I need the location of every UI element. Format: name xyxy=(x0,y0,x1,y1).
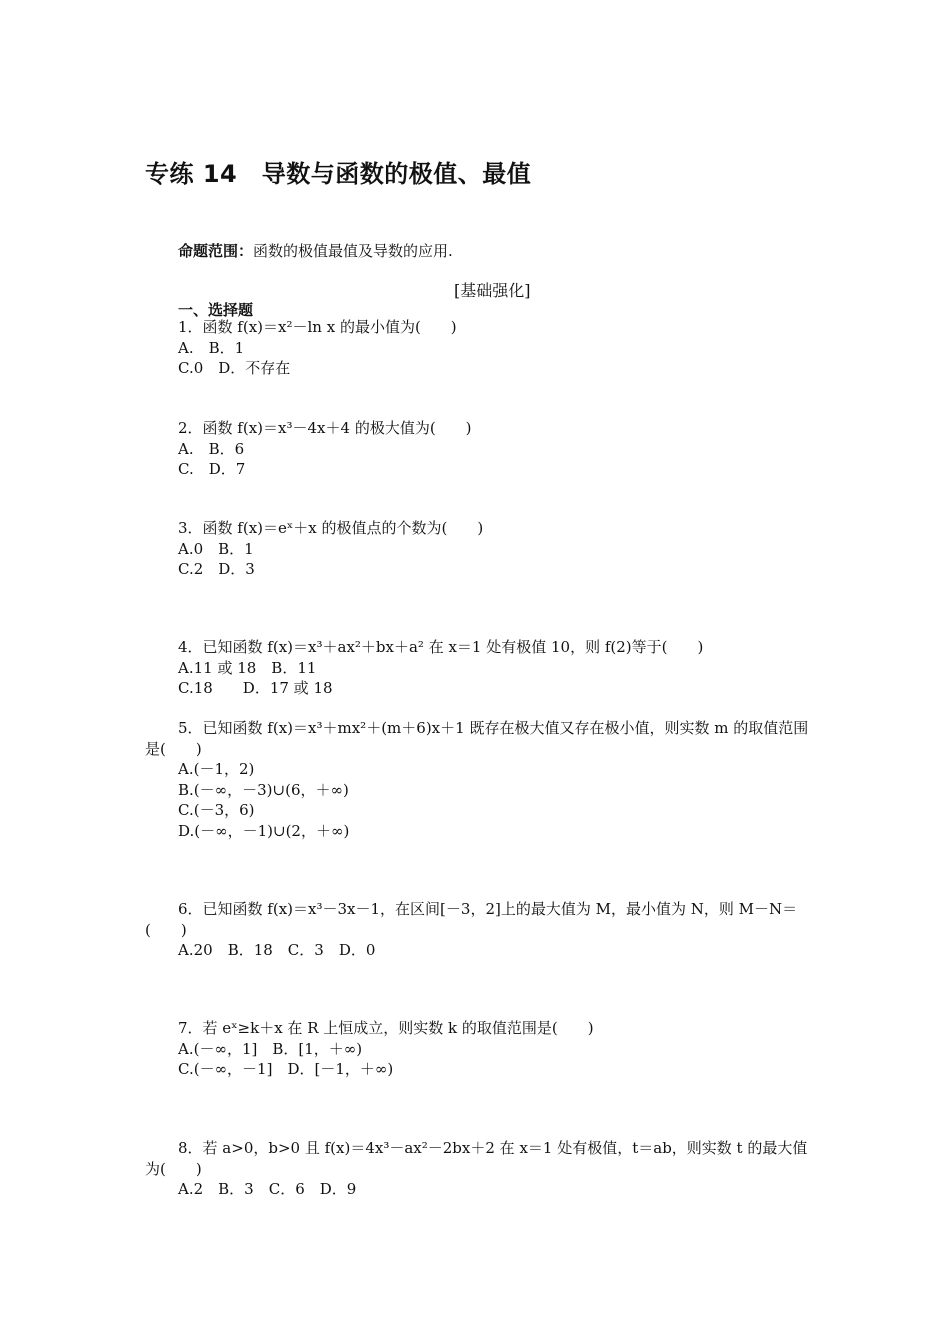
section-tag: [基础强化] xyxy=(454,281,531,300)
question-options: C. D．7 xyxy=(178,460,246,478)
question-options: D.(－∞，－1)∪(2，＋∞) xyxy=(178,821,350,840)
question-options: C.0 D．不存在 xyxy=(178,359,291,377)
question-options: A.11 或 18 B．11 xyxy=(178,658,317,677)
question-options: A.(－∞，1] B．[1，＋∞) xyxy=(178,1039,363,1058)
scope-line xyxy=(178,240,453,261)
scope-label: 命题范围： xyxy=(178,242,254,260)
section-heading: 一、选择题 xyxy=(178,301,254,319)
question-stem: 1．函数 f(x)＝x²－ln x 的最小值为( ) xyxy=(178,318,457,336)
question-options: C.18 D．17 或 18 xyxy=(178,679,333,697)
question-stem: 4．已知函数 f(x)＝x³＋ax²＋bx＋a² 在 x＝1 处有极值 10，则 f(2)等于( ) xyxy=(178,638,704,656)
question-stem: 3．函数 f(x)＝eˣ＋x 的极值点的个数为( ) xyxy=(178,519,484,537)
question-options: B.(－∞，－3)∪(6，＋∞) xyxy=(178,780,349,799)
page-title: 专练 14 导数与函数的极值、最值 xyxy=(145,160,532,188)
question-options: A. B．6 xyxy=(178,439,245,458)
question-5 xyxy=(145,718,810,841)
question-2 xyxy=(145,418,810,480)
scope-text: 函数的极值最值及导数的应用. xyxy=(253,242,453,260)
question-4 xyxy=(145,637,810,699)
question-stem: 8．若 a>0，b>0 且 f(x)＝4x³－ax²－2bx＋2 在 x＝1 处有极值，t＝ab，则实数 t 的最大值为( ) xyxy=(145,1139,808,1178)
question-options: C.(－3，6) xyxy=(178,801,255,819)
question-options: C.2 D．3 xyxy=(178,560,255,578)
question-7 xyxy=(145,1018,810,1080)
question-stem: 6．已知函数 f(x)＝x³－3x－1，在区间[－3，2]上的最大值为 M，最小值为 N，则 M－N＝( ) xyxy=(145,900,798,939)
question-6 xyxy=(145,899,810,961)
question-options: A.20 B．18 C．3 D．0 xyxy=(178,941,376,959)
question-stem: 2．函数 f(x)＝x³－4x＋4 的极大值为( ) xyxy=(178,419,472,437)
question-options: A.2 B．3 C．6 D．9 xyxy=(178,1180,357,1198)
question-options: A.(－1，2) xyxy=(178,760,255,778)
question-stem: 5．已知函数 f(x)＝x³＋mx²＋(m＋6)x＋1 既存在极大值又存在极小值，则实数 m 的取值范围是( ) xyxy=(145,719,809,758)
question-options: C.(－∞，－1] D．[－1，＋∞) xyxy=(178,1060,394,1078)
question-stem: 7．若 eˣ≥k＋x 在 R 上恒成立，则实数 k 的取值范围是( ) xyxy=(178,1019,594,1037)
question-options: A. B．1 xyxy=(178,338,245,357)
question-1 xyxy=(145,317,810,379)
question-options: A.0 B．1 xyxy=(178,539,254,558)
question-8 xyxy=(145,1138,810,1200)
question-3 xyxy=(145,518,810,580)
